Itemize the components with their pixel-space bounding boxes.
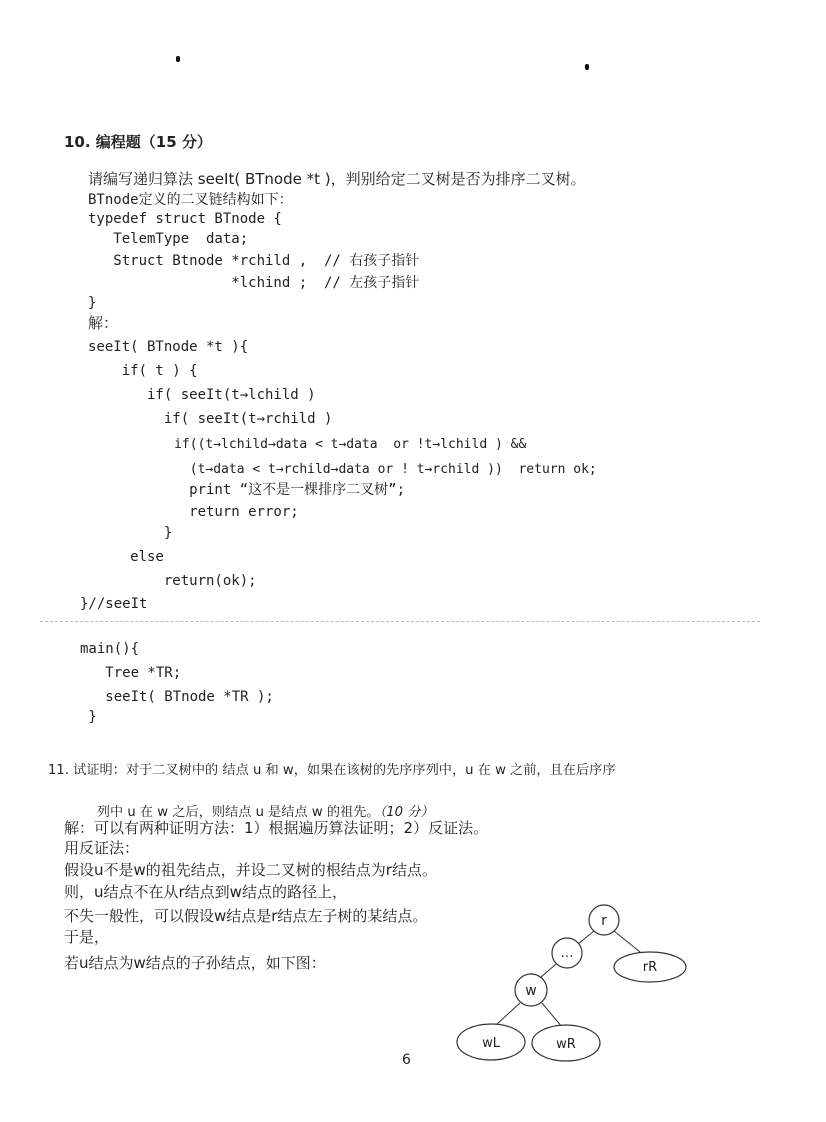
q11-question-line: 11. 试证明：对于二叉树中的 结点 u 和 w，如果在该树的先序序列中，u 在 w 之前，且在后序序 [48,763,616,778]
tree-node-label: r [601,913,607,929]
q10-line: BTnode定义的二叉链结构如下： [88,192,293,208]
tree-node-label: wR [556,1037,576,1052]
q10-code-line: else [88,549,164,565]
q10-code-line: } [88,295,97,311]
q10-code-line: if( t ) { [88,363,198,379]
q10-code-line: }//seeIt [80,596,148,612]
tree-node-label: wL [482,1036,500,1051]
q11-answer-line: 假设u不是w的祖先结点，并设二叉树的根结点为r结点。 [64,861,437,879]
q10-line: 请编写递归算法 seeIt( BTnode *t )，判别给定二叉树是否为排序二叉树。 [88,170,586,188]
tree-node-wL [457,1024,525,1060]
q10-code-line: if( seeIt(t→lchild ) [88,387,316,403]
q10-code-line: } [88,525,173,541]
q11-answer-line: 用反证法： [64,839,140,857]
tree-node-wR [532,1025,600,1061]
tree-node-w [515,974,547,1006]
q10-main-line: seeIt( BTnode *TR ); [80,689,274,705]
tree-node-r [589,905,619,935]
q10-main-line: Tree *TR; [80,665,182,681]
tree-node-ellipsis [552,938,582,968]
q10-code-line: *lchind ; // 左孩子指针 [88,275,420,291]
q10-code-line: if((t→lchild→data < t→data or !t→lchild ) && [88,437,527,452]
tree-node-label: … [560,946,574,961]
q11-answer-line: 不失一般性，可以假设w结点是r结点左子树的某结点。 [64,907,428,925]
q10-code-line: TelemType data; [88,231,249,247]
q10-code-line: print “这不是一棵排序二叉树”; [88,482,406,498]
tree-edge [540,964,556,978]
q11-answer-line: 则，u结点不在从r结点到w结点的路径上， [64,883,347,901]
q10-code-line: return(ok); [88,573,257,589]
q10-main-line: } [80,709,97,725]
q10-code-line: typedef struct BTnode { [88,211,282,227]
q11-answer-line: 解：可以有两种证明方法：1）根据遍历算法证明；2）反证法。 [64,819,489,837]
tree-node-label: rR [642,960,658,975]
q10-code-line: Struct Btnode *rchild , // 右孩子指针 [88,253,420,269]
q11-points: （10 分） [379,805,434,820]
tree-edge [578,931,594,944]
tree-node-rR [614,952,686,982]
q10-code-line: return error; [88,504,299,520]
q10-answer-label: 解： [88,314,119,332]
q11-question-text: 列中 u 在 w 之后，则结点 u 是结点 w 的祖先。 [96,805,380,820]
tree-edge [497,1003,520,1024]
q10-main-line: main(){ [80,641,140,657]
q10-title: 10. 编程题（15 分） [64,133,212,151]
tree-edge [542,1003,562,1027]
page-number: 6 [402,1052,411,1068]
tree-node-label: w [525,983,537,999]
q10-code-line: (t→data < t→rchild→data or ! t→rchild )) return ok; [88,462,597,477]
q11-answer-line: 于是， [64,928,110,946]
q10-code-line: if( seeIt(t→rchild ) [88,411,333,427]
q11-answer-line: 若u结点为w结点的子孙结点，如下图： [64,954,326,972]
q10-code-line: seeIt( BTnode *t ){ [88,339,249,355]
